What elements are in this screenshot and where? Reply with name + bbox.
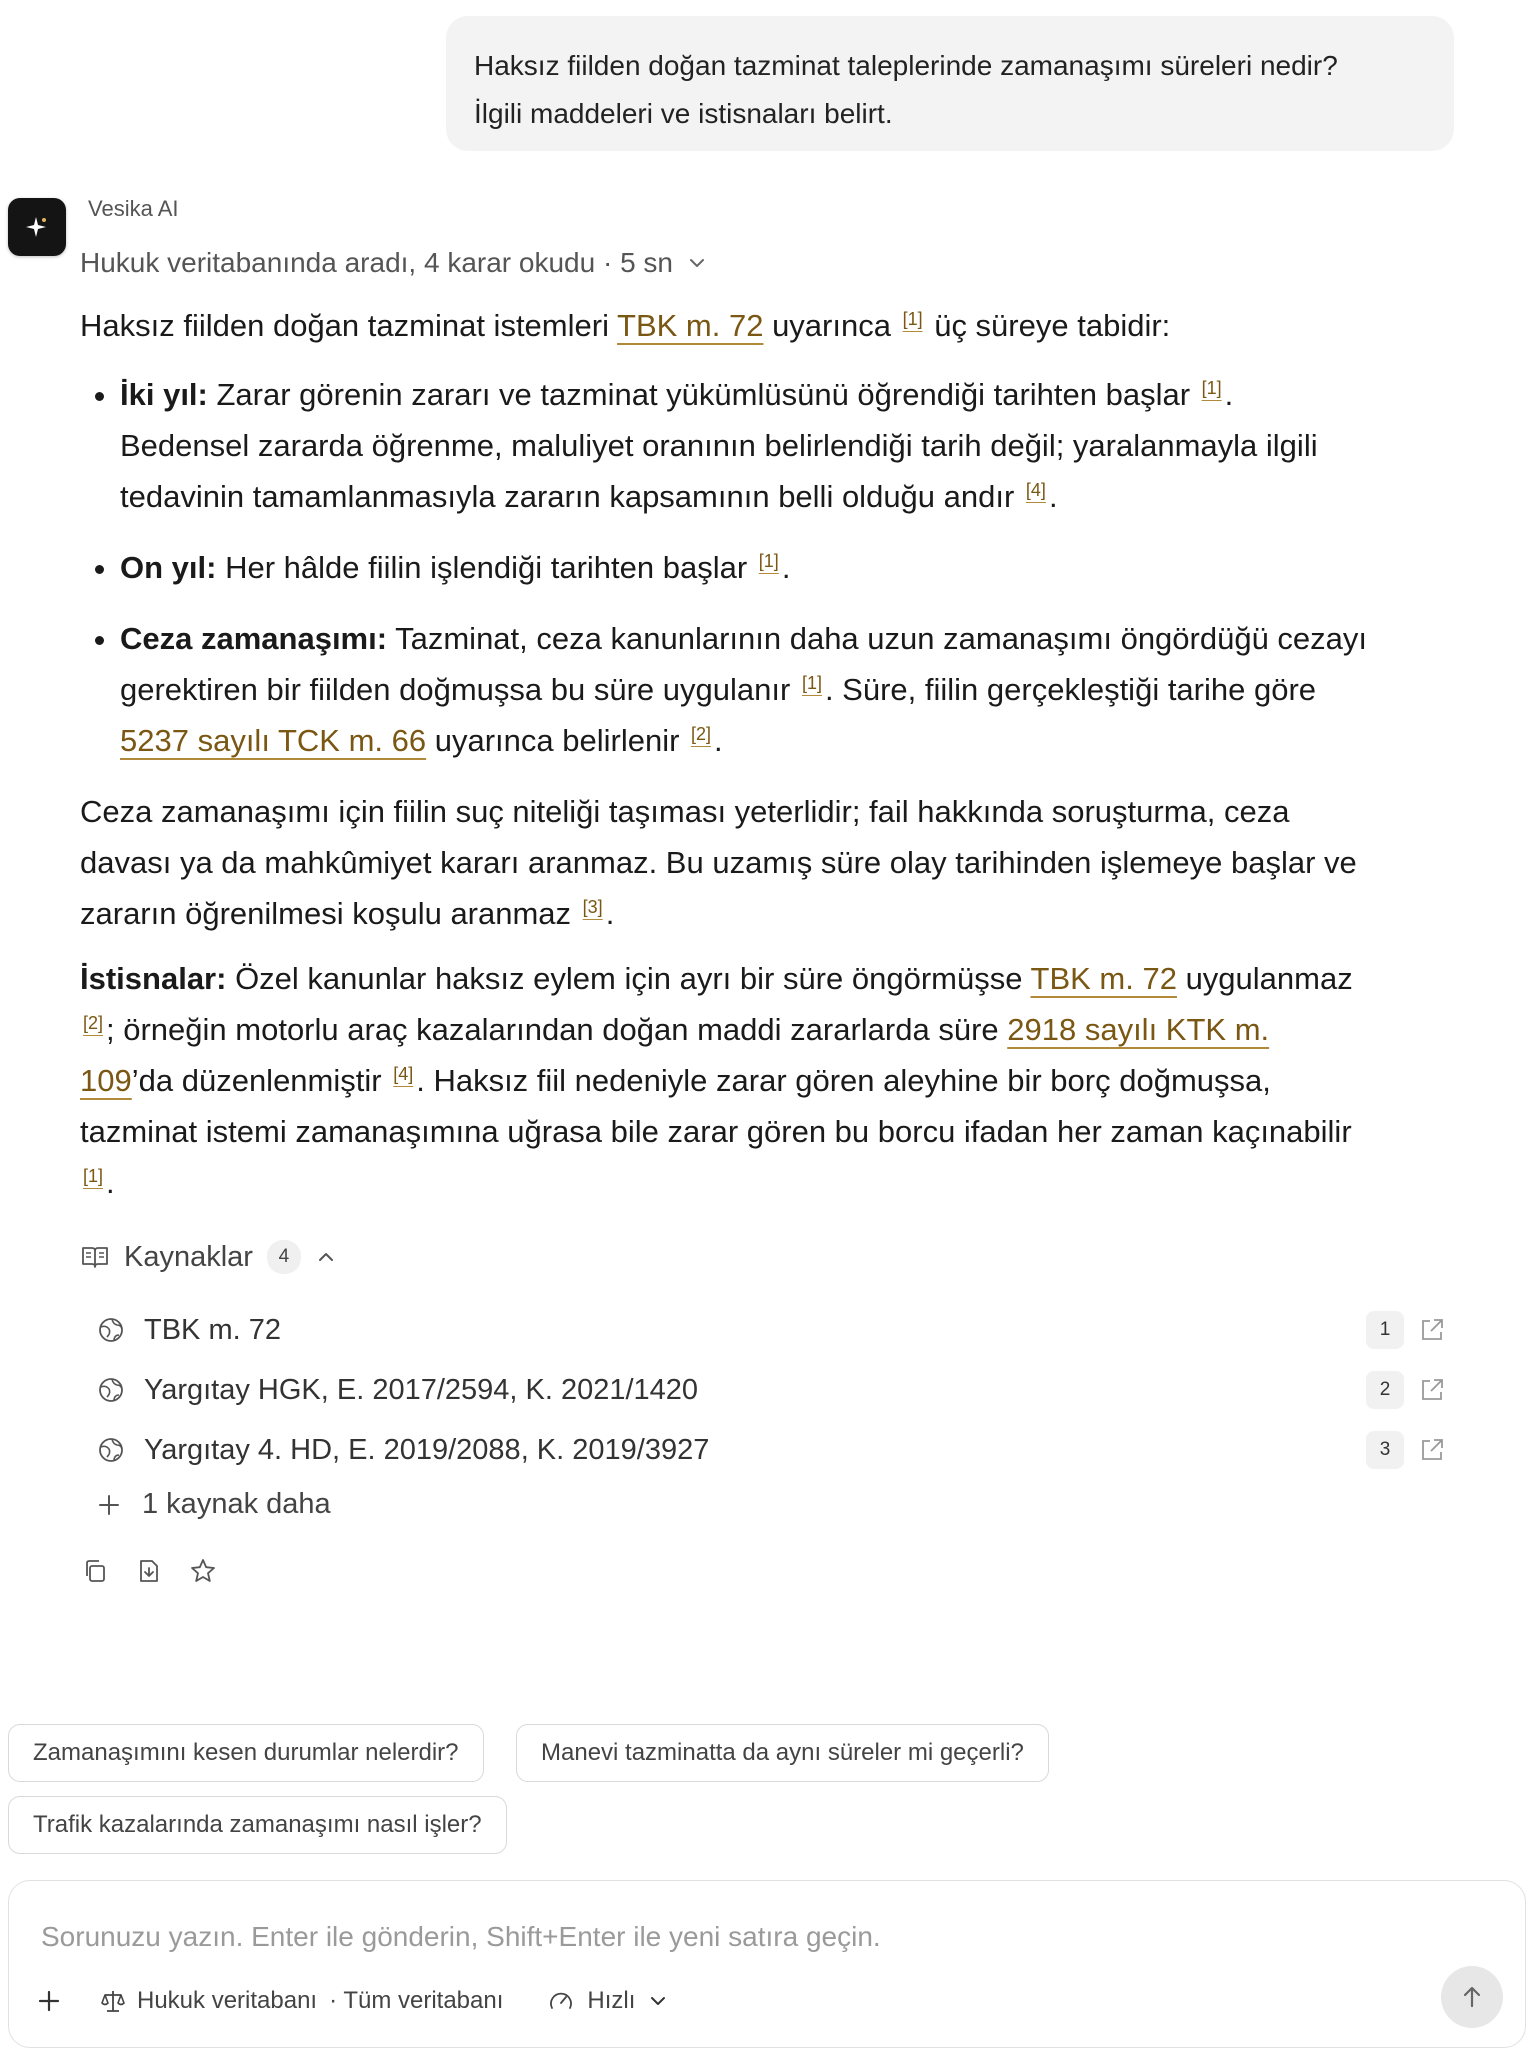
globe-icon: [96, 1435, 126, 1465]
source-item[interactable]: [96, 1306, 1446, 1354]
attach-button[interactable]: [35, 1987, 63, 2015]
list-item: [120, 613, 1370, 766]
assistant-name: Vesika AI: [88, 196, 179, 221]
user-message-bubble: [446, 16, 1454, 151]
list-item-title: Ceza zamanaşımı:: [120, 621, 388, 656]
law-link[interactable]: TBK m. 72: [1030, 961, 1177, 996]
source-item[interactable]: [96, 1426, 1446, 1474]
assistant-avatar: [8, 198, 66, 256]
external-link-icon[interactable]: [1418, 1436, 1446, 1464]
plus-icon: [35, 1987, 63, 2015]
mode-selector[interactable]: [547, 1987, 669, 2015]
suggestion-chip[interactable]: Zamanaşımını kesen durumlar nelerdir?: [8, 1724, 484, 1782]
text: Özel kanunlar haksız eylem için ayrı bir süre öngörmüşse: [226, 961, 1031, 996]
download-file-icon: [135, 1557, 163, 1585]
source-title: Yargıtay HGK, E. 2017/2594, K. 2021/1420: [144, 1373, 699, 1406]
sources-label: Kaynaklar: [124, 1240, 253, 1273]
suggestion-chip[interactable]: Trafik kazalarında zamanaşımı nasıl işler?: [8, 1796, 507, 1854]
external-link-icon[interactable]: [1418, 1376, 1446, 1404]
more-sources-label: 1 kaynak daha: [142, 1488, 331, 1520]
suggestion-chip[interactable]: Manevi tazminatta da aynı süreler mi geçerli?: [516, 1724, 1049, 1782]
text: Tazminat, ceza kanunlarının daha uzun zamanaşımı öngördüğü cezayı gerektiren bir fiilden doğmuşsa bu süre uygulanır: [120, 621, 1368, 707]
source-number-badge: 3: [1366, 1431, 1404, 1469]
text: ’da düzenlenmiştir: [131, 1063, 391, 1098]
send-button[interactable]: [1441, 1966, 1503, 2028]
assistant-answer: [80, 300, 1370, 1208]
sparkle-icon: [24, 214, 50, 240]
copy-button[interactable]: [80, 1556, 110, 1586]
text: Her hâlde fiilin işlendiği tarihten başlar: [216, 550, 756, 585]
chevron-up-icon: [315, 1246, 337, 1268]
message-composer: [8, 1880, 1526, 2048]
chevron-down-icon: [647, 1990, 669, 2012]
sources-toggle[interactable]: [80, 1240, 337, 1274]
law-link[interactable]: 5237 sayılı TCK m. 66: [120, 723, 427, 758]
criminal-limitation-paragraph: [80, 786, 1370, 939]
plus-icon: [96, 1492, 122, 1518]
text: Ceza zamanaşımı için fiilin suç niteliği taşıması yeterlidir; fail hakkında soruşturma, ceza davası ya da mahkûmiyet kararı aranmaz. Bu uzamış süre olay tarihinden işlemeye başlar ve zararın öğrenilmesi koşulu aranmaz: [80, 794, 1357, 931]
exceptions-paragraph: [80, 953, 1370, 1208]
activity-summary[interactable]: [80, 244, 707, 282]
list-item-title: İki yıl:: [120, 377, 208, 412]
text: uyarınca: [763, 308, 900, 343]
globe-icon: [96, 1375, 126, 1405]
speedometer-icon: [547, 1987, 575, 2015]
download-button[interactable]: [134, 1556, 164, 1586]
source-number-badge: 1: [1366, 1311, 1404, 1349]
copy-icon: [81, 1557, 109, 1585]
mode-label: Hızlı: [587, 1987, 636, 2014]
citation-marker[interactable]: [2]: [691, 723, 712, 744]
citation-marker[interactable]: [1]: [902, 308, 923, 329]
text: Haksız fiilden doğan tazminat istemleri: [80, 308, 618, 343]
intro-paragraph: [80, 300, 1370, 351]
text: . Haksız fiil nedeniyle zarar gören aleyhine bir borç doğmuşsa, tazminat istemi zamanaşımına uğrasa bile zarar gören bu borcu ifadan her zaman kaçınabilir: [80, 1063, 1352, 1149]
sources-count-badge: 4: [267, 1240, 301, 1274]
law-link[interactable]: 2918 sayılı KTK m. 109: [80, 1012, 1270, 1098]
text: .: [106, 1165, 115, 1200]
text: .: [781, 550, 791, 585]
globe-icon: [96, 1315, 126, 1345]
source-title: TBK m. 72: [144, 1313, 281, 1346]
open-book-icon: [80, 1242, 110, 1272]
user-message-line: İlgili maddeleri ve istisnaları belirt.: [474, 98, 893, 129]
text: uygulanmaz: [1176, 961, 1353, 996]
period-list: [80, 369, 1370, 766]
text: . Bedensel zararda öğrenme, maluliyet oranının belirlendiği tarih değil; yaralanmayla ilgili tedavinin tamamlanmasıyla zararın kapsamının belli olduğu andır: [120, 377, 1318, 514]
citation-marker[interactable]: [4]: [1025, 479, 1046, 500]
citation-marker[interactable]: [2]: [83, 1012, 104, 1033]
exceptions-title: İstisnalar:: [80, 961, 227, 996]
text: . Süre, fiilin gerçekleştiği tarihe göre: [824, 672, 1317, 707]
law-link[interactable]: TBK m. 72: [617, 308, 764, 343]
message-actions: [80, 1556, 218, 1586]
database-selector[interactable]: [99, 1987, 503, 2015]
citation-marker[interactable]: [1]: [1201, 377, 1222, 398]
message-input[interactable]: Sorunuzu yazın. Enter ile gönderin, Shift+Enter ile yeni satıra geçin.: [41, 1921, 881, 1952]
user-message-line: Haksız fiilden doğan tazminat taleplerinde zamanaşımı süreleri nedir?: [474, 50, 1338, 81]
text: Zarar görenin zararı ve tazminat yükümlüsünü öğrendiği tarihten başlar: [207, 377, 1199, 412]
text: .: [714, 723, 723, 758]
database-label: Hukuk veritabanı: [137, 1987, 318, 2014]
source-item[interactable]: [96, 1366, 1446, 1414]
citation-marker[interactable]: [1]: [801, 672, 822, 693]
favorite-button[interactable]: [188, 1556, 218, 1586]
star-icon: [189, 1557, 217, 1585]
external-link-icon[interactable]: [1418, 1316, 1446, 1344]
composer-toolbar: [35, 1981, 669, 2021]
text: ; örneğin motorlu araç kazalarından doğan maddi zararlarda süre: [106, 1012, 1008, 1047]
citation-marker[interactable]: [4]: [393, 1063, 414, 1084]
arrow-up-icon: [1458, 1983, 1486, 2011]
citation-marker[interactable]: [1]: [83, 1165, 104, 1186]
scales-icon: [99, 1987, 127, 2015]
citation-marker[interactable]: [3]: [582, 896, 603, 917]
list-item: [120, 369, 1370, 522]
text: üç süreye tabidir:: [925, 308, 1171, 343]
text: .: [1048, 479, 1058, 514]
citation-marker[interactable]: [1]: [758, 550, 779, 571]
text: uyarınca belirlenir: [426, 723, 689, 758]
list-item: [120, 542, 1370, 593]
source-title: Yargıtay 4. HD, E. 2019/2088, K. 2019/3927: [144, 1433, 710, 1466]
text: .: [605, 896, 615, 931]
list-item-title: On yıl:: [120, 550, 217, 585]
more-sources-button[interactable]: [96, 1488, 331, 1521]
source-number-badge: 2: [1366, 1371, 1404, 1409]
chevron-down-icon: [687, 253, 707, 273]
database-scope: · Tüm veritabanı: [329, 1987, 504, 2014]
activity-text: Hukuk veritabanında aradı, 4 karar okudu · 5 sn: [80, 247, 674, 278]
